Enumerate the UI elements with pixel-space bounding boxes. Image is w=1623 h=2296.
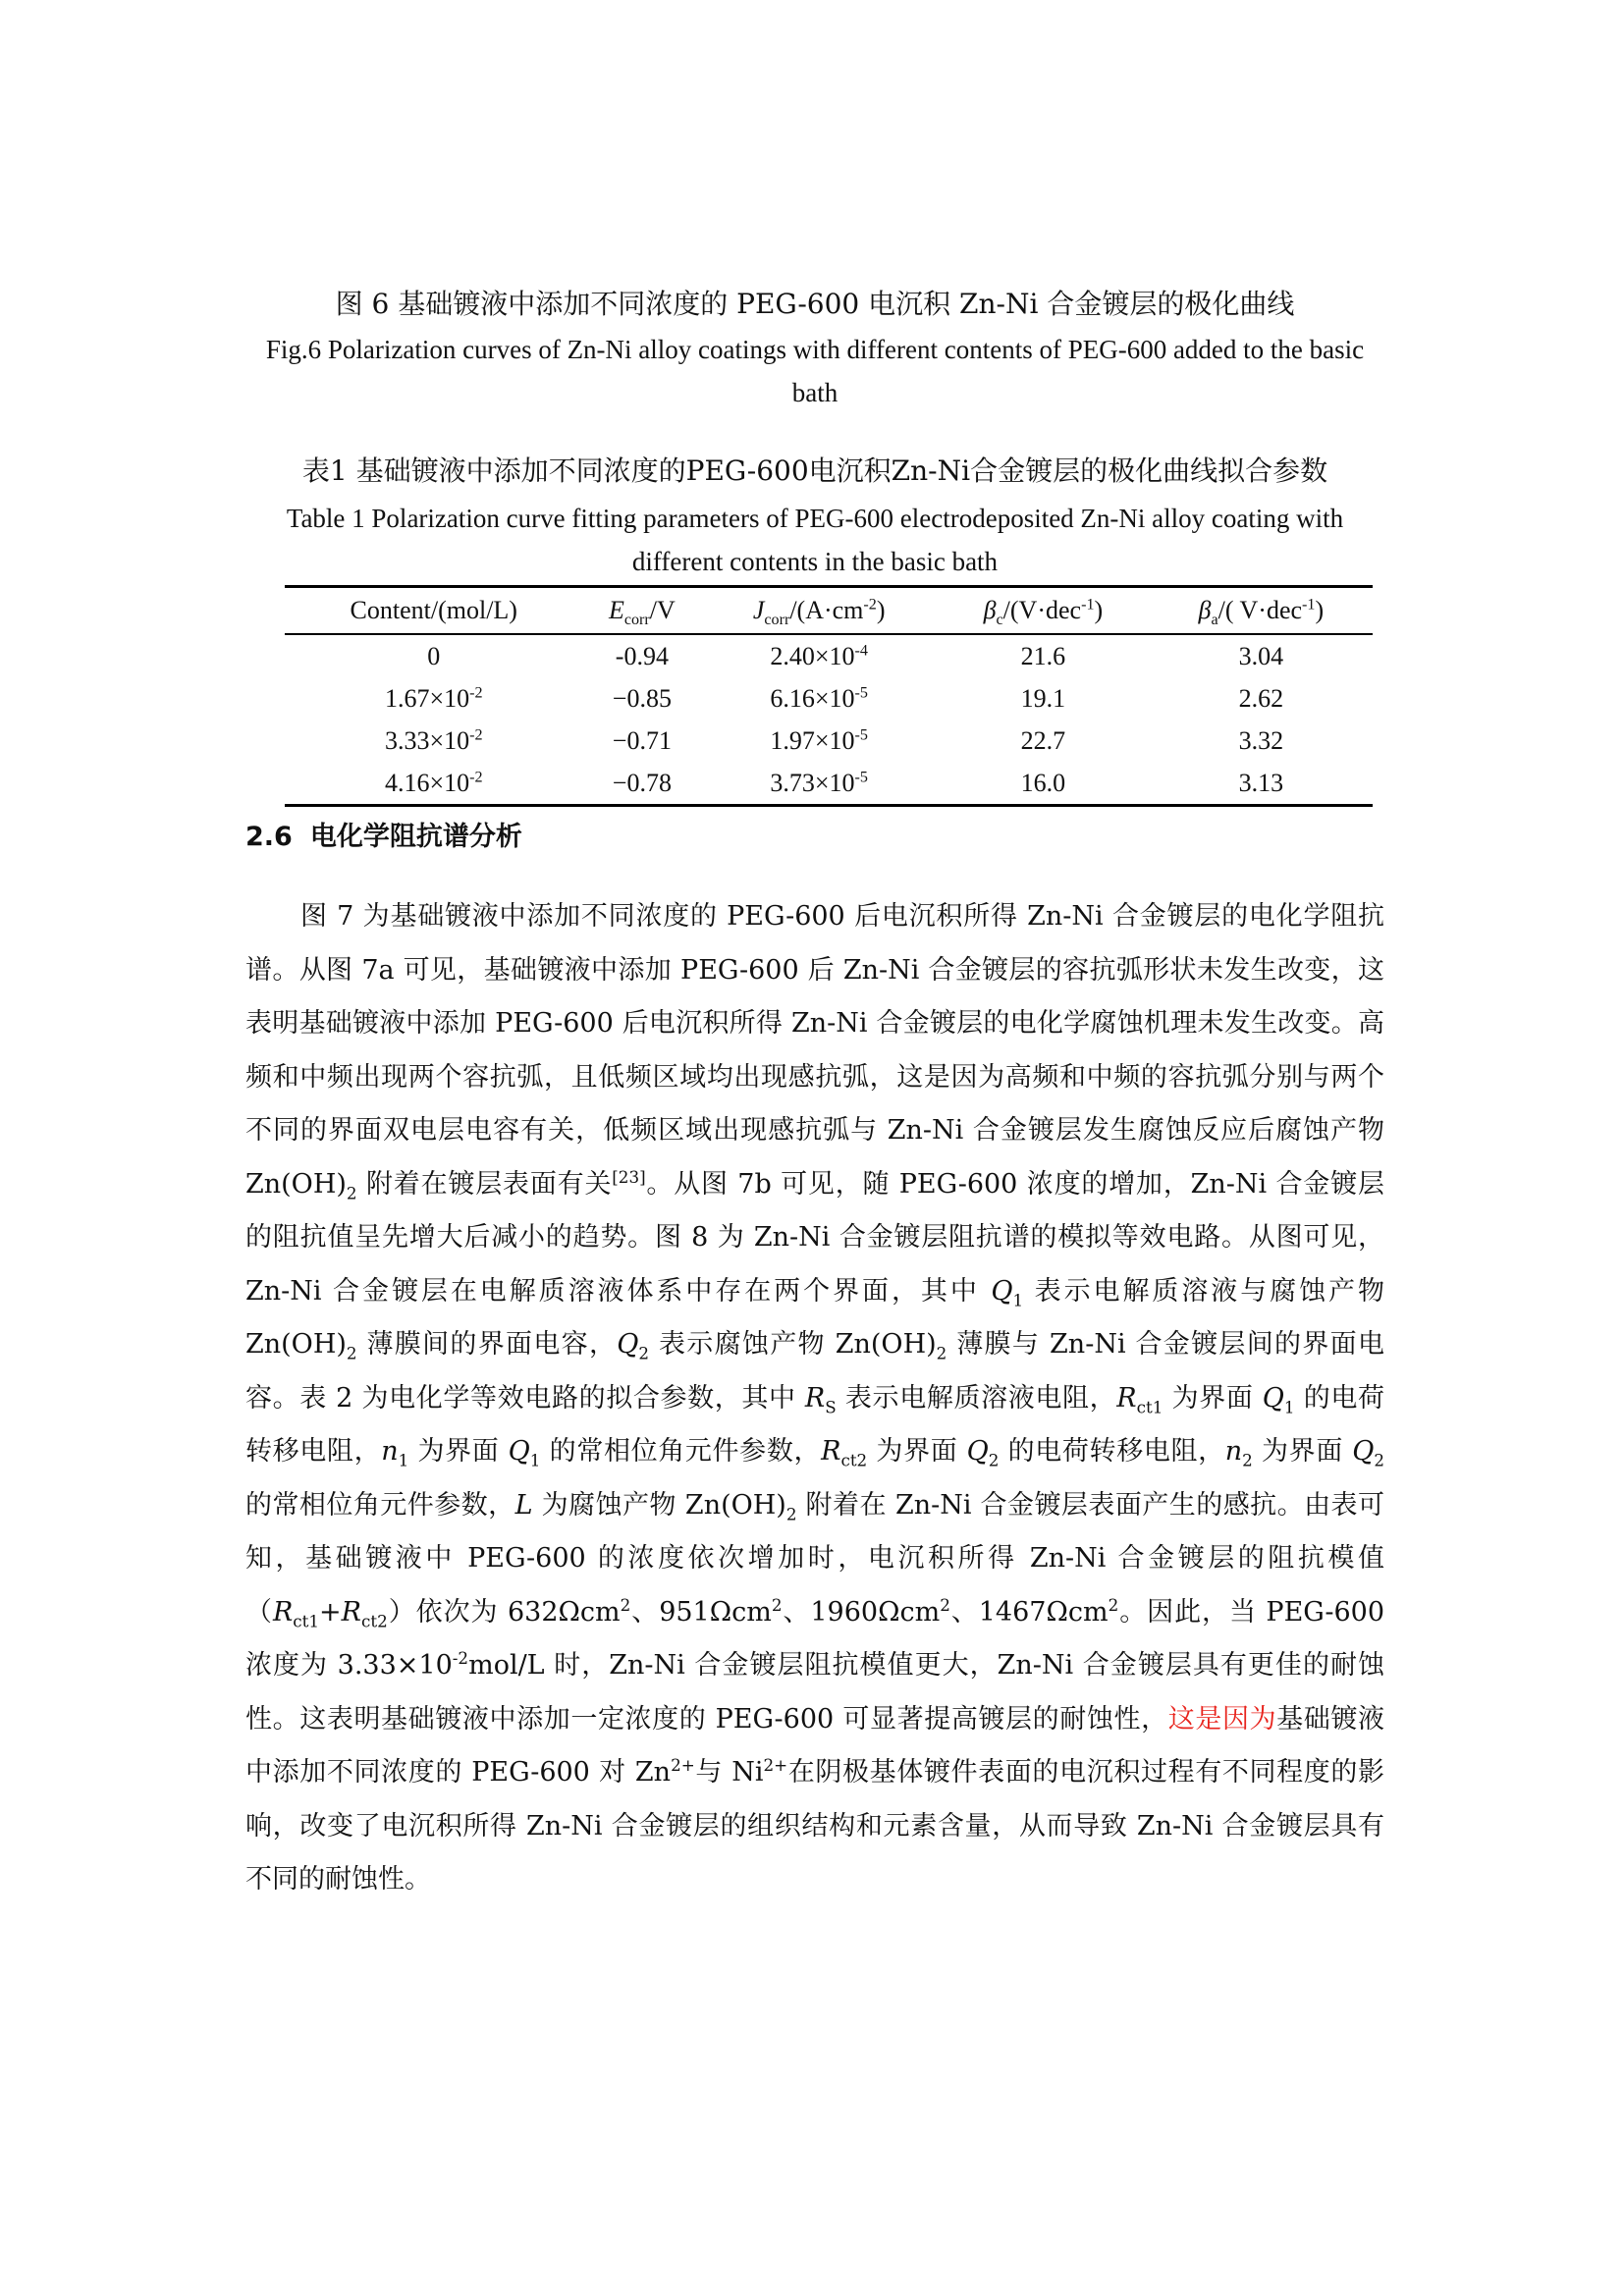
section-title: 电化学阻抗谱分析	[309, 822, 522, 852]
section-number: 2.6	[245, 822, 293, 852]
cell-ecorr: −0.78	[612, 769, 672, 797]
section-heading	[245, 815, 540, 853]
header-beta-c: $\beta_c/(V\cdot dec^{-1})$	[983, 596, 1104, 629]
figure-caption-en: Fig.6 Polarization curves of Zn-Ni alloy coatings with different contents of PEG-600 added to the basic bath	[265, 335, 1365, 407]
cell-jcorr: $2.40\times 10^{-4}$	[770, 642, 868, 670]
cell-beta-c: 16.0	[1020, 769, 1066, 797]
fitting-parameters-table	[285, 585, 1373, 807]
header-beta-a: $\beta_a/$( V·dec$^{-1}$)	[1198, 596, 1325, 629]
header-jcorr: $J_{corr}/(A\cdot cm^{-2})$	[752, 596, 886, 629]
cell-content: $4.16\times 10^{-2}$	[384, 769, 483, 797]
cell-jcorr: $3.73\times 10^{-5}$	[770, 769, 868, 797]
cell-beta-a: 2.62	[1238, 684, 1284, 713]
figure-caption-cn: 图 6 基础镀液中添加不同浓度的 PEG-600 电沉积 Zn-Ni 合金镀层的极化曲线	[335, 288, 1295, 320]
cell-beta-c: 22.7	[1020, 726, 1066, 755]
header-ecorr: $E_{corr}/V$	[608, 596, 676, 629]
cell-content: 0	[427, 642, 441, 670]
cell-ecorr: −0.85	[612, 684, 672, 713]
cell-jcorr: $1.97\times 10^{-5}$	[770, 726, 868, 755]
highlighted-text: 这是因为	[1167, 1703, 1277, 1735]
cell-content: $1.67\times 10^{-2}$	[384, 684, 483, 713]
table-caption-cn: 表1 基础镀液中添加不同浓度的PEG-600电沉积Zn-Ni合金镀层的极化曲线拟合参数	[301, 454, 1328, 487]
cell-beta-a: 3.32	[1238, 726, 1284, 755]
table-header-row	[285, 587, 1373, 635]
header-content: Content/(mol/L)	[350, 596, 517, 624]
table-caption-en: Table 1 Polarization curve fitting parameters of PEG-600 electrodeposited Zn-Ni alloy coating with different contents in the basic bath	[286, 504, 1344, 576]
citation-ref: [23]	[612, 1166, 646, 1187]
cell-beta-c: 21.6	[1020, 642, 1066, 670]
cell-ecorr: -0.94	[615, 642, 669, 670]
table-row	[285, 762, 1373, 806]
cell-beta-c: 19.1	[1020, 684, 1066, 713]
table-row	[285, 720, 1373, 762]
table-row	[285, 634, 1373, 677]
table-row	[285, 677, 1373, 720]
cell-jcorr: $6.16\times 10^{-5}$	[770, 684, 868, 713]
body-paragraph: 图 7 为基础镀液中添加不同浓度的 PEG-600 后电沉积所得 Zn-Ni 合金镀层的电化学阻抗谱。从图 7a 可见，基础镀液中添加 PEG-600 后 Zn-Ni 合金镀层的容抗弧形状未发生改变，这表明基础镀液中添加 PEG-600 后电沉积所得 Zn-Ni 合金镀层的电化学腐蚀机理未发生改变。高频和中频出现两个容抗弧，且低频区域均出现感抗弧，这是因为高频和中频的容抗弧分别与两个不同的界面双电层电容有关，低频区域出现感抗弧与 Zn-Ni 合金镀层发生腐蚀反应后腐蚀产物 $Zn(OH)_2$ 附着在镀层表面有关[23]。从图 7b 可见，随 PEG-600 浓度的增加，Zn-Ni 合金镀层的阻抗值呈先增大后减小的趋势。图 8 为 Zn-Ni 合金镀层阻抗谱的模拟等效电路。从图可见，Zn-Ni 合金镀层在电解质溶液体系中存在两个界面，其中 $Q_1$ 表示电解质溶液与腐蚀产物 $Zn(OH)_2$ 薄膜间的界面电容，$Q_2$ 表示腐蚀产物 $Zn(OH)_2$ 薄膜与 Zn-Ni 合金镀层间的界面电容。表 2 为电化学等效电路的拟合参数，其中 $R_S$ 表示电解质溶液电阻，$R_{ct1}$ 为界面 $Q_1$ 的电荷转移电阻，$n_1$ 为界面 $Q_1$ 的常相位角元件参数，$R_{ct2}$ 为界面 $Q_2$ 的电荷转移电阻，$n_2$ 为界面 $Q_2$ 的常相位角元件参数，L 为腐蚀产物 $Zn(OH)_2$ 附着在 Zn-Ni 合金镀层表面产生的感抗。由表可知，基础镀液中 PEG-600 的浓度依次增加时，电沉积所得 Zn-Ni 合金镀层的阻抗模值$(R_{ct1}+R_{ct2})$依次为 632Ωcm$^2$、951Ωcm$^2$、1960Ωcm$^2$、1467Ωcm$^2$。因此，当 PEG-600 浓度为 $3.33\times 10^{-2}mol/L$ 时，Zn-Ni 合金镀层阻抗模值更大，Zn-Ni 合金镀层具有更佳的耐蚀性。这表明基础镀液中添加一定浓度的 PEG-600 可显著提高镀层的耐蚀性，这是因为基础镀液中添加不同浓度的 PEG-600 对 $Zn^{2+}$与 $Ni^{2+}$在阴极基体镀件表面的电沉积过程有不同程度的影响，改变了电沉积所得 Zn-Ni 合金镀层的组织结构和元素含量，从而导致 Zn-Ni 合金镀层具有不同的耐蚀性。	[245, 901, 1385, 1895]
cell-content: $3.33\times 10^{-2}$	[384, 726, 483, 755]
cell-beta-a: 3.04	[1238, 642, 1284, 670]
cell-beta-a: 3.13	[1238, 769, 1284, 797]
cell-ecorr: −0.71	[612, 726, 672, 755]
